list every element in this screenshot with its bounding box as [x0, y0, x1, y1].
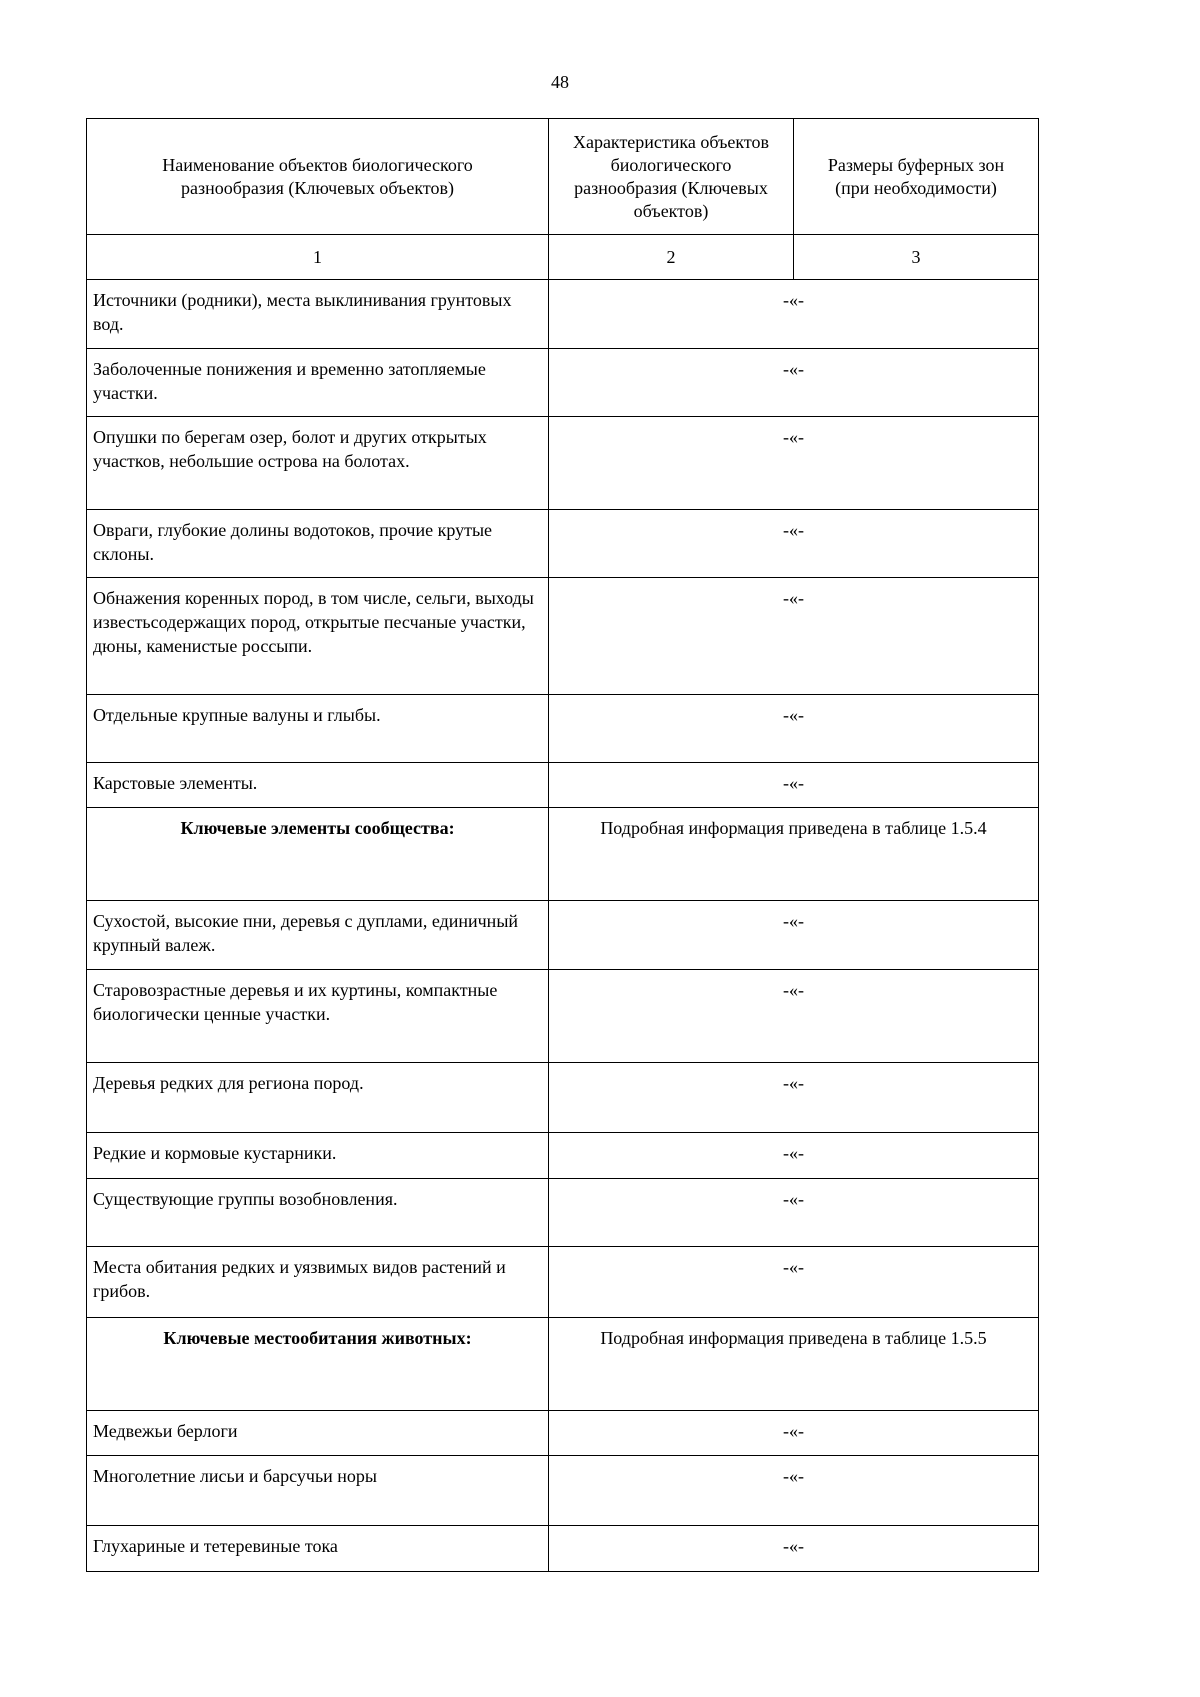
table-row: [87, 1063, 1039, 1133]
table-row: [87, 1247, 1039, 1318]
row-name: Обнажения коренных пород, в том числе, сельги, выходы известьсодержащих пород, открытые песчаные участки, дюны, каменистые россыпи.: [87, 578, 549, 695]
section-row: [87, 808, 1039, 901]
header-col-name: Наименование объектов биологического разнообразия (Ключевых объектов): [87, 119, 549, 235]
header-col-buffer-zone: Размеры буферных зон (при необходимости): [794, 119, 1039, 235]
row-value: -«-: [549, 970, 1039, 1063]
column-number-3: 3: [794, 235, 1039, 280]
row-value: -«-: [549, 417, 1039, 510]
row-value: -«-: [549, 1526, 1039, 1572]
page-number: 48: [551, 72, 569, 92]
row-name: Глухариные и тетеревиные тока: [87, 1526, 549, 1572]
table-row: [87, 901, 1039, 970]
table-row: [87, 1133, 1039, 1179]
row-name: Опушки по берегам озер, болот и других открытых участков, небольшие острова на болотах.: [87, 417, 549, 510]
row-name: Деревья редких для региона пород.: [87, 1063, 549, 1133]
table-row: [87, 1179, 1039, 1247]
section-reference: Подробная информация приведена в таблице 1.5.5: [549, 1318, 1039, 1411]
table-row: [87, 1456, 1039, 1526]
table-row: [87, 417, 1039, 510]
row-value: -«-: [549, 349, 1039, 417]
row-value: -«-: [549, 901, 1039, 970]
section-row: [87, 1318, 1039, 1411]
row-value: -«-: [549, 510, 1039, 578]
column-number-1: 1: [87, 235, 549, 280]
row-value: -«-: [549, 1133, 1039, 1179]
row-value: -«-: [549, 578, 1039, 695]
row-name: Карстовые элементы.: [87, 763, 549, 808]
row-value: -«-: [549, 280, 1039, 349]
row-name: Существующие группы возобновления.: [87, 1179, 549, 1247]
table-row: [87, 510, 1039, 578]
section-reference: Подробная информация приведена в таблице 1.5.4: [549, 808, 1039, 901]
row-name: Редкие и кормовые кустарники.: [87, 1133, 549, 1179]
table-row: [87, 349, 1039, 417]
header-col-characteristic: Характеристика объектов биологического разнообразия (Ключевых объектов): [549, 119, 794, 235]
table-row: [87, 970, 1039, 1063]
row-name: Источники (родники), места выклинивания грунтовых вод.: [87, 280, 549, 349]
table-row: [87, 763, 1039, 808]
biodiversity-objects-table: [86, 118, 1039, 1572]
row-name: Овраги, глубокие долины водотоков, прочие крутые склоны.: [87, 510, 549, 578]
row-value: -«-: [549, 1179, 1039, 1247]
row-name: Многолетние лисьи и барсучьи норы: [87, 1456, 549, 1526]
table-header-row: [87, 119, 1039, 235]
column-number-2: 2: [549, 235, 794, 280]
row-name: Места обитания редких и уязвимых видов растений и грибов.: [87, 1247, 549, 1318]
table-row: [87, 695, 1039, 763]
table-row: [87, 1526, 1039, 1572]
row-value: -«-: [549, 1247, 1039, 1318]
table-row: [87, 578, 1039, 695]
section-title: Ключевые местообитания животных:: [87, 1318, 549, 1411]
table-row: [87, 280, 1039, 349]
row-value: -«-: [549, 1456, 1039, 1526]
row-value: -«-: [549, 1063, 1039, 1133]
row-name: Заболоченные понижения и временно затопляемые участки.: [87, 349, 549, 417]
table-row: [87, 1411, 1039, 1456]
row-value: -«-: [549, 1411, 1039, 1456]
row-value: -«-: [549, 763, 1039, 808]
column-number-row: [87, 235, 1039, 280]
row-name: Отдельные крупные валуны и глыбы.: [87, 695, 549, 763]
row-name: Старовозрастные деревья и их куртины, компактные биологически ценные участки.: [87, 970, 549, 1063]
row-name: Медвежьи берлоги: [87, 1411, 549, 1456]
row-value: -«-: [549, 695, 1039, 763]
section-title: Ключевые элементы сообщества:: [87, 808, 549, 901]
row-name: Сухостой, высокие пни, деревья с дуплами, единичный крупный валеж.: [87, 901, 549, 970]
